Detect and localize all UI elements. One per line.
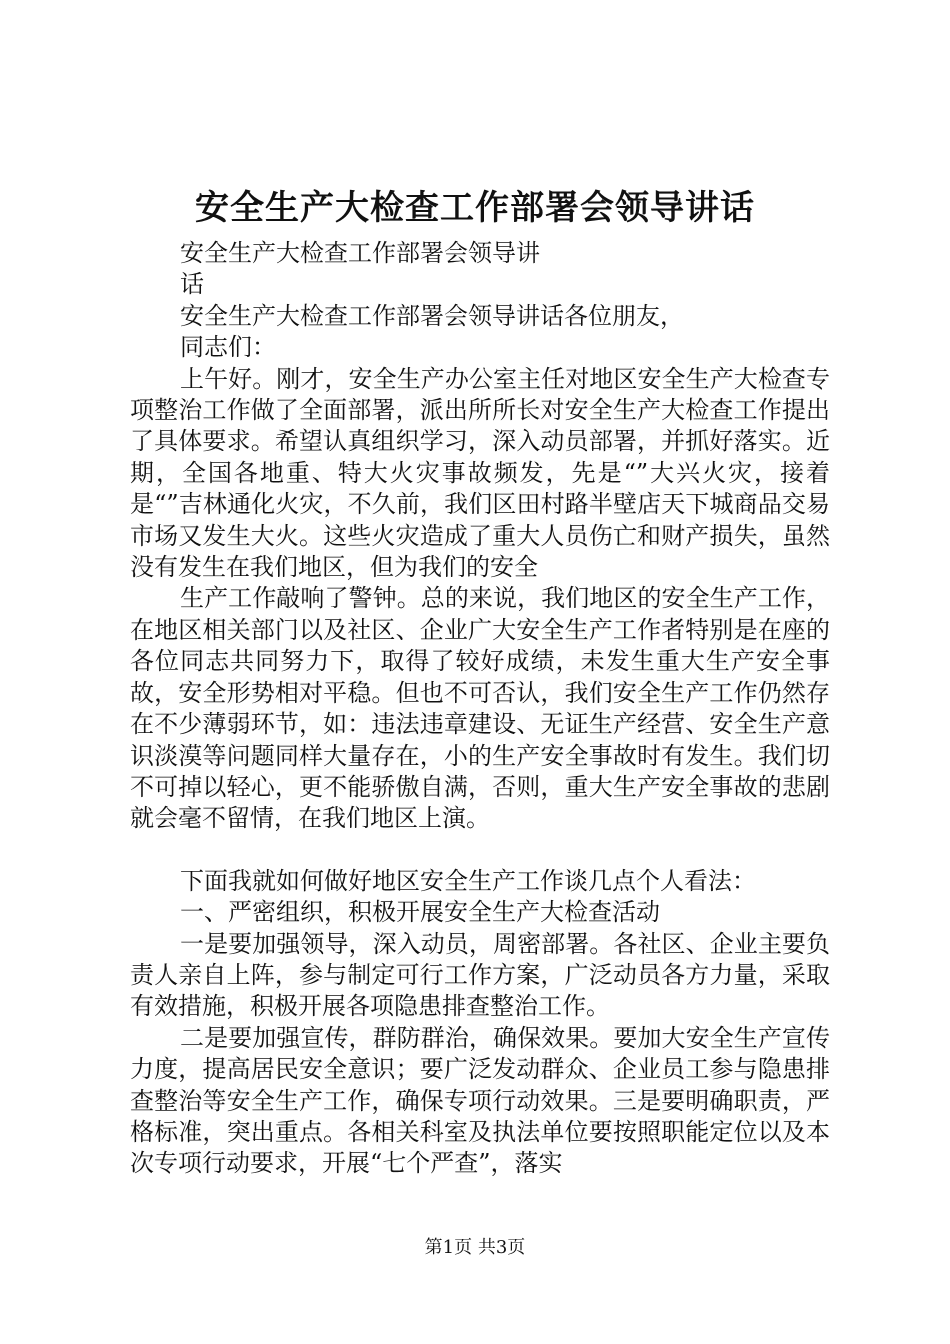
paragraph-1: 上午好。刚才，安全生产办公室主任对地区安全生产大检查专项整治工作做了全面部署，派出所所长对安全生产大检查工作提出了具体要求。希望认真组织学习，深入动员部署，并抓好落实。近期，全国各地重、特大火灾事故频发，先是“”大兴火灾，接着是“”吉林通化火灾，不久前，我们区田村路半壁店天下城商品交易市场又发生大火。这些火灾造成了重大人员伤亡和财产损失，虽然没有发生在我们地区，但为我们的安全 [130,364,830,582]
subtitle-line-2: 话 [180,270,204,299]
paragraph-4: 一是要加强领导，深入动员，周密部署。各社区、企业主要负责人亲自上阵，参与制定可行工作方案，广泛动员各方力量，采取有效措施，积极开展各项隐患排查整治工作。 [130,929,830,1021]
paragraph-3: 下面我就如何做好地区安全生产工作谈几点个人看法： [180,866,756,895]
section-heading-1: 一、严密组织，积极开展安全生产大检查活动 [180,898,660,927]
greeting-line-2: 同志们： [180,333,276,362]
subtitle-line-1: 安全生产大检查工作部署会领导讲 [180,239,540,267]
paragraph-spacer [130,835,830,866]
document-title: 安全生产大检查工作部署会领导讲话 [195,188,755,228]
page-number-footer: 第1页 共3页 [424,1237,526,1258]
document-body [130,238,830,1180]
greeting-line-1: 安全生产大检查工作部署会领导讲话各位朋友， [180,301,684,330]
paragraph-2: 生产工作敲响了警钟。总的来说，我们地区的安全生产工作，在地区相关部门以及社区、企业广大安全生产工作者特别是在座的各位同志共同努力下，取得了较好成绩，未发生重大生产安全事故，安全形势相对平稳。但也不可否认，我们安全生产工作仍然存在不少薄弱环节，如：违法违章建设、无证生产经营、安全生产意识淡漠等问题同样大量存在，小的生产安全事故时有发生。我们切不可掉以轻心，更不能骄傲自满，否则，重大生产安全事故的悲剧就会毫不留情，在我们地区上演。 [130,584,830,833]
paragraph-5: 二是要加强宣传，群防群治，确保效果。要加大安全生产宣传力度，提高居民安全意识；要广泛发动群众、企业员工参与隐患排查整治等安全生产工作，确保专项行动效果。三是要明确职责，严格标准，突出重点。各相关科室及执法单位要按照职能定位以及本次专项行动要求，开展“七个严查”，落实 [130,1023,830,1178]
